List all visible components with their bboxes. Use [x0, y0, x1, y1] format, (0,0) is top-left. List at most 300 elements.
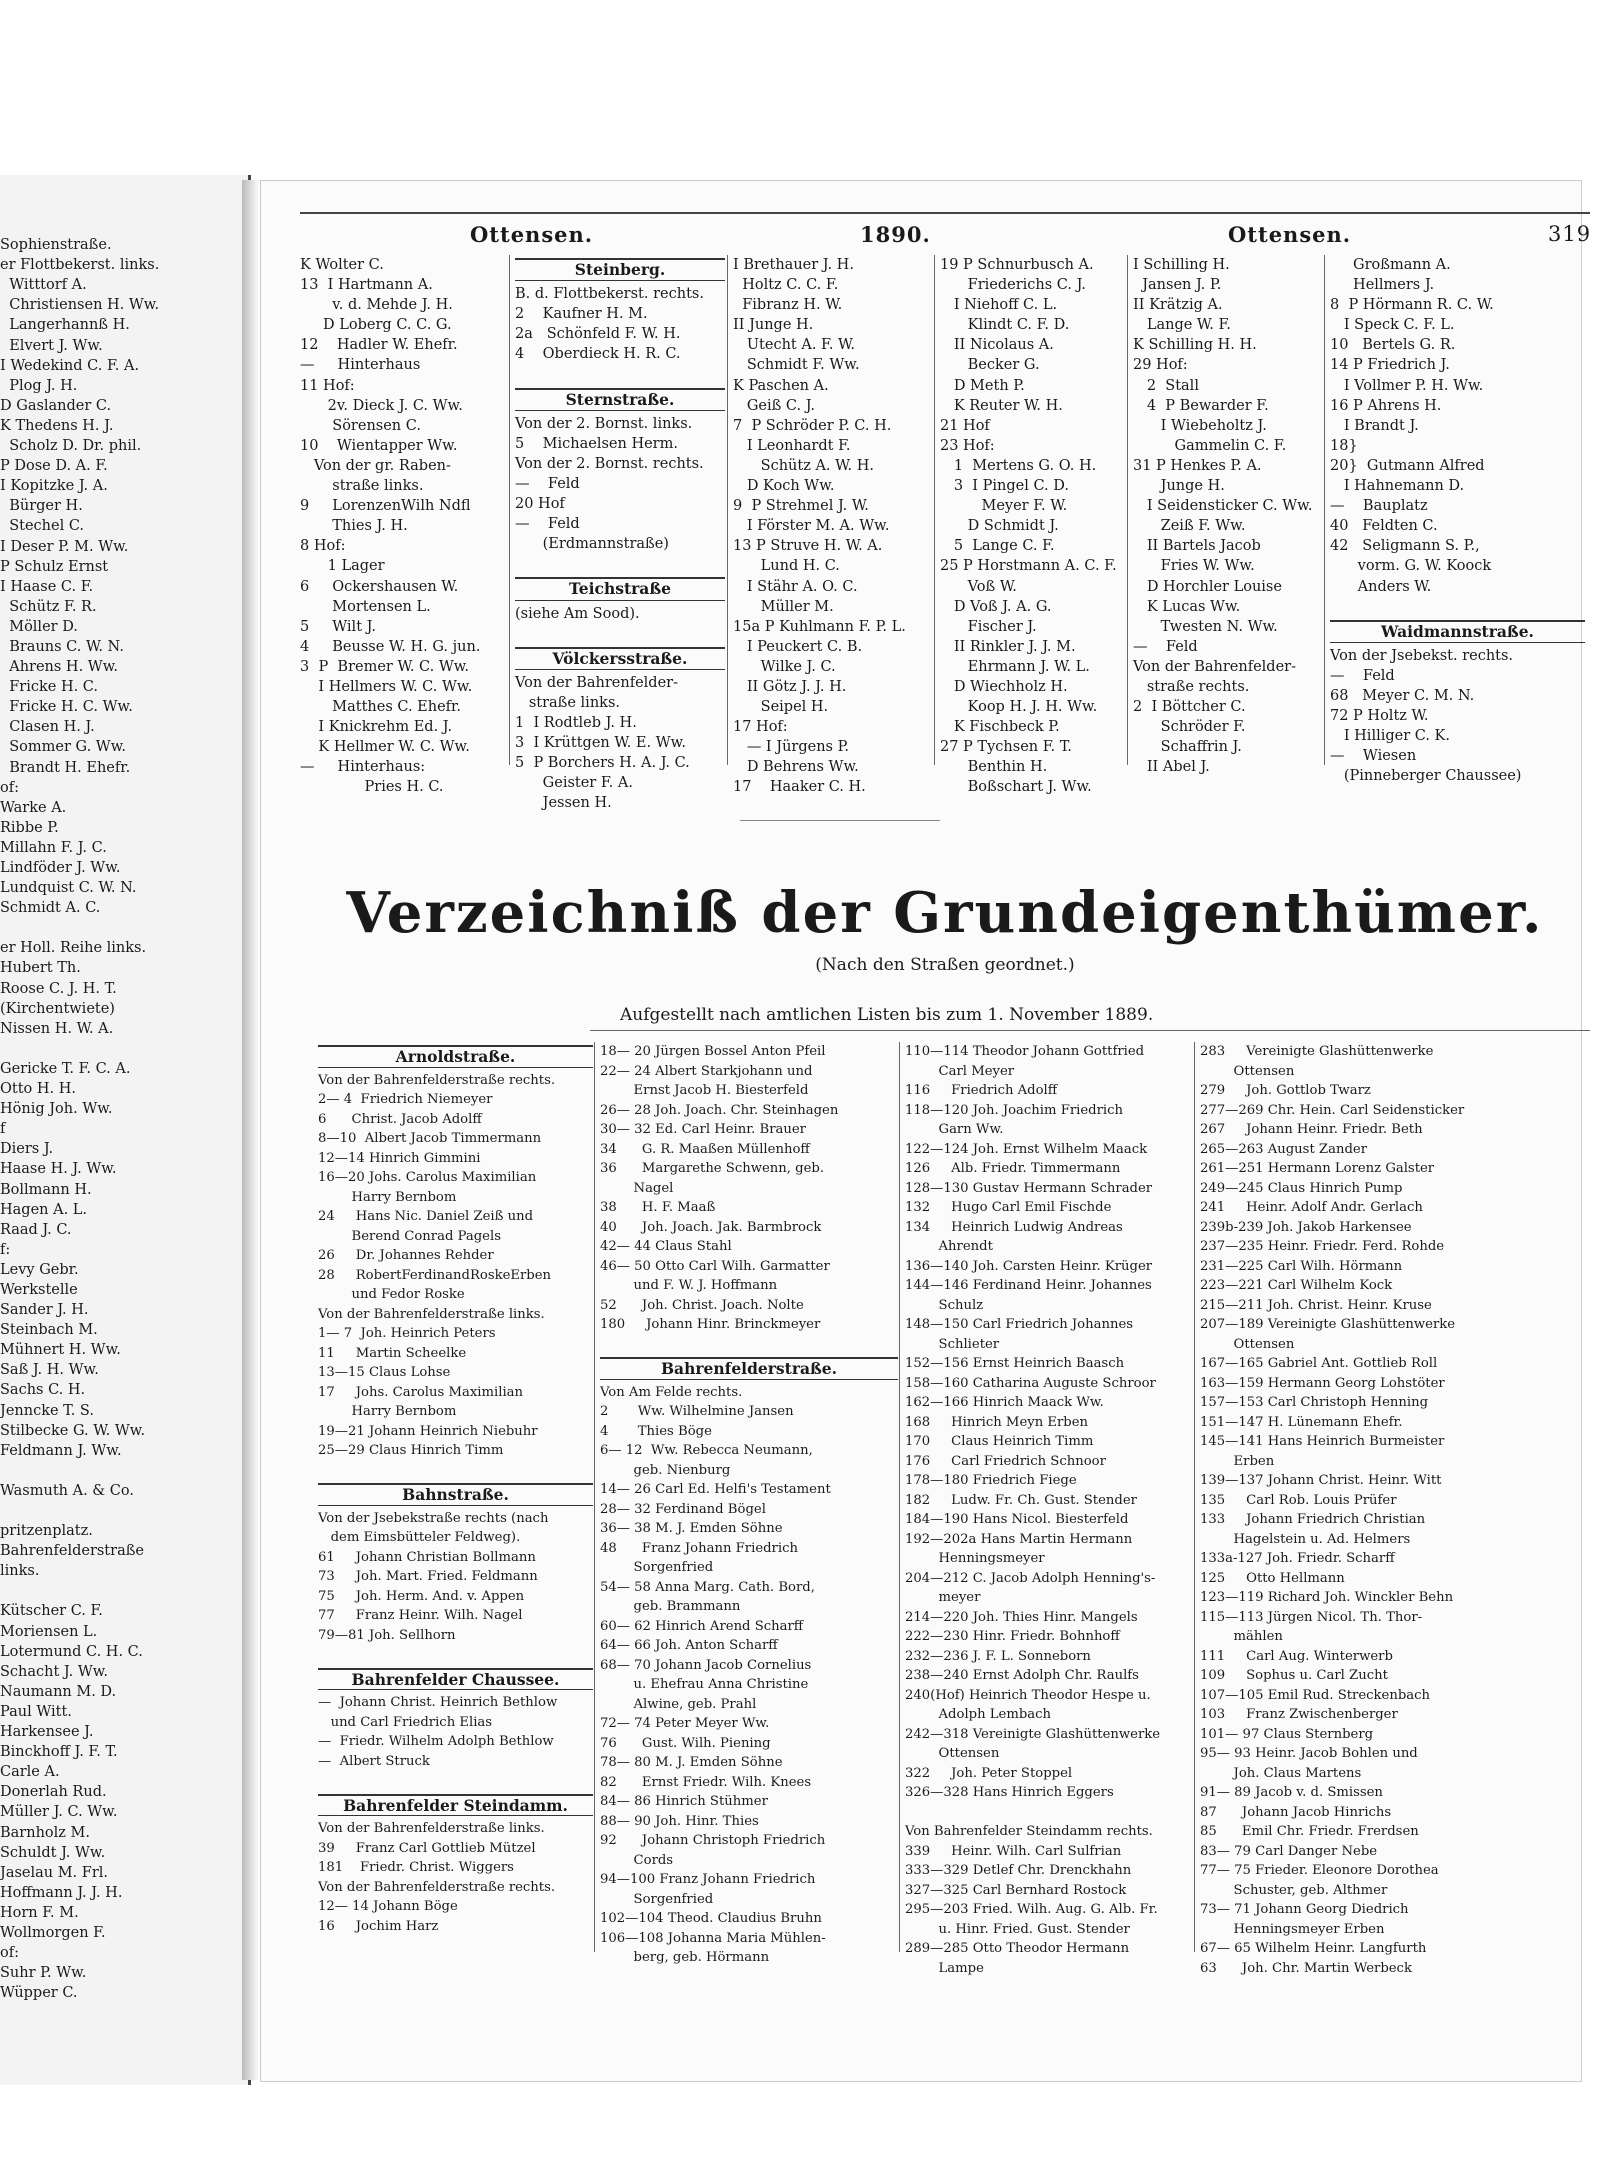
- entry-line: 85 Emil Chr. Friedr. Frerdsen: [1200, 1824, 1419, 1839]
- entry-line: 223—221 Carl Wilhelm Kock: [1200, 1278, 1393, 1293]
- entry-line: 13 I Hartmann A.: [300, 277, 433, 294]
- entry-line: 157—153 Carl Christoph Henning: [1200, 1395, 1429, 1410]
- entry-line: 25 P Horstmann A. C. F.: [940, 558, 1117, 575]
- entry-line: und Carl Friedrich Elias: [318, 1714, 493, 1730]
- entry-line: 73 Joh. Mart. Fried. Feldmann: [318, 1569, 538, 1584]
- entry-line: Utecht A. F. W.: [733, 337, 856, 354]
- entry-line: Brauns C. W. N.: [0, 638, 124, 655]
- entry-line: Plog J. H.: [0, 377, 78, 394]
- entry-line: Holtz C. C. F.: [733, 277, 839, 294]
- entry-line: [0, 215, 240, 235]
- entry-line: 16—20 Johs. Carolus Maximilian: [318, 1170, 537, 1185]
- entry-line: Von der gr. Raben-: [300, 457, 451, 474]
- entry-line: D Behrens Ww.: [733, 759, 859, 776]
- entry-line: 110—114 Theodor Johann Gottfried: [905, 1044, 1145, 1059]
- entry-line: 148—150 Carl Friedrich Johannes: [905, 1317, 1134, 1332]
- entry-line: Sommer G. Ww.: [0, 739, 126, 756]
- entry-line: 92 Johann Christoph Friedrich: [600, 1833, 826, 1848]
- entry-line: 163—159 Hermann Georg Lohstöter: [1200, 1375, 1445, 1391]
- entry-line: Nagel: [600, 1180, 674, 1196]
- entry-line: Becker G.: [940, 357, 1040, 374]
- entry-line: 95— 93 Heinr. Jacob Bohlen und: [1200, 1746, 1418, 1761]
- entry-line: Haase H. J. Ww.: [0, 1161, 117, 1178]
- entry-line: 2 Stall: [1133, 377, 1199, 394]
- entry-line: 54— 58 Anna Marg. Cath. Bord,: [600, 1579, 815, 1595]
- entry-line: 139—137 Johann Christ. Heinr. Witt: [1200, 1473, 1442, 1488]
- entry-line: 6 Ockershausen W.: [300, 578, 459, 595]
- entry-line: Jenncke T. S.: [0, 1402, 94, 1419]
- section-divider: [740, 820, 940, 821]
- entry-line: Klindt C. F. D.: [940, 317, 1070, 334]
- entry-line: Saß J. H. Ww.: [0, 1362, 99, 1379]
- entry-line: Wilke J. C.: [733, 658, 836, 675]
- entry-line: vorm. G. W. Koock: [1330, 558, 1492, 575]
- entry-line: 181 Friedr. Christ. Wiggers: [318, 1860, 514, 1875]
- entry-line: 1 Lager: [300, 558, 385, 575]
- entry-line: 36— 38 M. J. Emden Söhne: [600, 1521, 783, 1536]
- entry-line: Schulz: [905, 1297, 984, 1313]
- entry-line: Von Am Felde rechts.: [600, 1384, 743, 1400]
- entry-line: 1 I Rodtleb J. H.: [515, 714, 637, 731]
- entry-line: Bollmann H.: [0, 1181, 92, 1198]
- entry-line: Cords: [600, 1852, 674, 1868]
- entry-line: Bahrenfelderstraße: [0, 1543, 144, 1560]
- entry-line: Henningsmeyer Erben: [1200, 1921, 1385, 1937]
- top-column-1: [300, 255, 505, 798]
- entry-line: berg, geb. Hörmann: [600, 1950, 770, 1965]
- entry-line: K Reuter W. H.: [940, 397, 1063, 414]
- main-title: Verzeichniß der Grundeigenthümer.: [346, 880, 1544, 946]
- street-heading: Bahrenfelderstraße.: [600, 1357, 898, 1380]
- entry-line: I Stähr A. O. C.: [733, 578, 858, 595]
- street-heading: Teichstraße: [515, 577, 725, 600]
- entry-line: 22— 24 Albert Starkjohann und: [600, 1063, 813, 1079]
- entry-line: Scholz D. Dr. phil.: [0, 438, 142, 455]
- entry-line: II Abel J.: [1133, 759, 1210, 776]
- entry-line: Stilbecke G. W. Ww.: [0, 1422, 146, 1439]
- street-heading: Arnoldstraße.: [318, 1045, 593, 1068]
- entry-line: Meyer F. W.: [940, 498, 1068, 515]
- entry-line: 232—236 J. F. L. Sonneborn: [905, 1648, 1091, 1664]
- entry-line: Jaselau M. Frl.: [0, 1864, 109, 1881]
- entry-line: Von der Jsebekstraße rechts (nach: [318, 1510, 549, 1526]
- entry-line: Twesten N. Ww.: [1133, 618, 1278, 635]
- entry-line: II Rinkler J. J. M.: [940, 638, 1076, 655]
- entry-line: [318, 1771, 593, 1791]
- entry-line: meyer: [905, 1590, 981, 1605]
- entry-line: 17 Hof:: [733, 719, 788, 736]
- entry-line: [318, 1461, 593, 1481]
- entry-line: Schuldt J. Ww.: [0, 1844, 106, 1861]
- running-head-right: Ottensen.: [1228, 222, 1352, 247]
- entry-line: 6 Christ. Jacob Adolff: [318, 1111, 482, 1127]
- entry-line: Hellmers J.: [1330, 277, 1435, 294]
- entry-line: pritzenplatz.: [0, 1523, 93, 1540]
- entry-line: dem Eimsbütteler Feldweg).: [318, 1530, 521, 1545]
- entry-line: Harry Bernbom: [318, 1189, 457, 1205]
- entry-line: 178—180 Friedrich Fiege: [905, 1473, 1077, 1488]
- entry-line: 5 Michaelsen Herm.: [515, 435, 678, 452]
- entry-line: 75 Joh. Herm. And. v. Appen: [318, 1588, 525, 1604]
- entry-line: 87 Johann Jacob Hinrichs: [1200, 1804, 1392, 1820]
- top-column-3: [733, 255, 933, 798]
- entry-line: [515, 624, 725, 644]
- entry-line: 168 Hinrich Meyn Erben: [905, 1414, 1089, 1430]
- entry-line: mählen: [1200, 1629, 1283, 1644]
- entry-line: Fries W. Ww.: [1133, 558, 1255, 575]
- entry-line: 2 I Böttcher C.: [1133, 699, 1246, 716]
- entry-line: Geiß C. J.: [733, 397, 816, 414]
- entry-line: Jansen J. P.: [1133, 277, 1222, 294]
- entry-line: 145—141 Hans Heinrich Burmeister: [1200, 1434, 1445, 1449]
- entry-line: 31 P Henkes P. A.: [1133, 457, 1262, 474]
- entry-line: 16 P Ahrens H.: [1330, 397, 1442, 414]
- entry-line: 67— 65 Wilhelm Heinr. Langfurth: [1200, 1941, 1427, 1956]
- entry-line: 17 Haaker C. H.: [733, 779, 866, 796]
- entry-line: Otto H. H.: [0, 1081, 76, 1098]
- entry-line: Von Bahrenfelder Steindamm rechts.: [905, 1824, 1153, 1839]
- entry-line: Kütscher C. F.: [0, 1603, 103, 1620]
- entry-line: Benthin H.: [940, 759, 1048, 776]
- entry-line: I Förster M. A. Ww.: [733, 518, 890, 535]
- column-rule: [899, 1042, 900, 1952]
- entry-line: 283 Vereinigte Glashüttenwerke: [1200, 1044, 1434, 1059]
- entry-line: P Dose D. A. F.: [0, 458, 108, 475]
- entry-line: er Holl. Reihe links.: [0, 940, 147, 957]
- book-spine: [242, 180, 260, 2080]
- entry-line: Schacht J. Ww.: [0, 1663, 109, 1680]
- entry-line: (Pinneberger Chaussee): [1330, 768, 1522, 785]
- entry-line: K Wolter C.: [300, 257, 384, 273]
- entry-line: 215—211 Joh. Christ. Heinr. Kruse: [1200, 1297, 1432, 1313]
- entry-line: 11 Hof:: [300, 377, 355, 394]
- entry-line: straße links.: [515, 694, 620, 711]
- column-rule: [1127, 255, 1128, 765]
- entry-line: 133 Johann Friedrich Christian: [1200, 1512, 1426, 1527]
- entry-line: 18— 20 Jürgen Bossel Anton Pfeil: [600, 1044, 826, 1059]
- entry-line: Lampe: [905, 1960, 984, 1976]
- entry-line: 26— 28 Joh. Joach. Chr. Steinhagen: [600, 1102, 839, 1118]
- entry-line: — Hinterhaus: [300, 357, 421, 374]
- street-heading: Bahnstraße.: [318, 1483, 593, 1506]
- entry-line: Von der Bahrenfelderstraße links.: [318, 1821, 545, 1836]
- entry-line: 267 Johann Heinr. Friedr. Beth: [1200, 1122, 1423, 1137]
- entry-line: geb. Nienburg: [600, 1462, 731, 1478]
- entry-line: Elvert J. Ww.: [0, 337, 103, 354]
- entry-line: — Feld: [1330, 667, 1395, 684]
- entry-line: Wüpper C.: [0, 1985, 78, 2002]
- entry-line: 118—120 Joh. Joachim Friedrich: [905, 1102, 1124, 1118]
- page-number: 319: [1548, 222, 1592, 246]
- entry-line: — Wiesen: [1330, 748, 1417, 765]
- entry-line: Ehrmann J. W. L.: [940, 658, 1090, 675]
- entry-line: II Krätzig A.: [1133, 297, 1223, 314]
- entry-line: 60— 62 Hinrich Arend Scharff: [600, 1618, 804, 1634]
- entry-line: I Wedekind C. F. A.: [0, 357, 140, 374]
- entry-line: Hagen A. L.: [0, 1201, 88, 1218]
- entry-line: f:: [0, 1241, 11, 1258]
- entry-line: 61 Johann Christian Bollmann: [318, 1549, 536, 1565]
- previous-page-column: [0, 215, 240, 2003]
- entry-line: P Schulz Ernst: [0, 558, 109, 575]
- entry-line: 239b-239 Joh. Jakob Harkensee: [1200, 1219, 1412, 1235]
- entry-line: 9 P Strehmel J. W.: [733, 498, 869, 515]
- entry-line: Stechel C.: [0, 518, 85, 535]
- entry-line: [515, 554, 725, 574]
- entry-line: 115—113 Jürgen Nicol. Th. Thor-: [1200, 1609, 1423, 1625]
- entry-line: 279 Joh. Gottlob Twarz: [1200, 1083, 1371, 1098]
- entry-line: 88— 90 Joh. Hinr. Thies: [600, 1813, 759, 1829]
- entry-line: 180 Johann Hinr. Brinckmeyer: [600, 1317, 821, 1332]
- entry-line: II Götz J. J. H.: [733, 678, 847, 695]
- entry-line: 132 Hugo Carl Emil Fischde: [905, 1200, 1112, 1215]
- entry-line: I Deser P. M. Ww.: [0, 538, 129, 555]
- entry-line: — Friedr. Wilhelm Adolph Bethlow: [318, 1734, 554, 1749]
- entry-line: 8 P Hörmann R. C. W.: [1330, 297, 1494, 314]
- entry-line: — Feld: [515, 475, 580, 492]
- entry-line: I Vollmer P. H. Ww.: [1330, 377, 1484, 394]
- entry-line: Fricke H. C. Ww.: [0, 699, 133, 716]
- entry-line: 192—202a Hans Martin Hermann: [905, 1531, 1133, 1547]
- entry-line: 38 H. F. Maaß: [600, 1200, 716, 1215]
- entry-line: Wasmuth A. & Co.: [0, 1482, 134, 1499]
- entry-line: I Niehoff C. L.: [940, 297, 1058, 314]
- entry-line: 79—81 Joh. Sellhorn: [318, 1627, 456, 1643]
- entry-line: Schröder F.: [1133, 719, 1246, 736]
- entry-line: Werkstelle: [0, 1281, 78, 1298]
- entry-line: 15a P Kuhlmann F. P. L.: [733, 618, 906, 635]
- entry-line: 249—245 Claus Hinrich Pump: [1200, 1180, 1403, 1196]
- entry-line: Carl Meyer: [905, 1063, 1015, 1079]
- entry-line: Raad J. C.: [0, 1221, 72, 1238]
- entry-line: 123—119 Richard Joh. Winckler Behn: [1200, 1590, 1454, 1605]
- entry-line: 326—328 Hans Hinrich Eggers: [905, 1785, 1114, 1800]
- entry-line: Warke A.: [0, 799, 67, 816]
- entry-line: Jessen H.: [515, 795, 612, 812]
- column-rule: [727, 255, 728, 765]
- entry-line: 63 Joh. Chr. Martin Werbeck: [1200, 1960, 1412, 1976]
- entry-line: [0, 1039, 240, 1059]
- entry-line: Zeiß F. Ww.: [1133, 518, 1246, 535]
- entry-line: 29 Hof:: [1133, 357, 1188, 374]
- entry-line: Boßschart J. Ww.: [940, 779, 1092, 796]
- top-column-6: [1330, 255, 1585, 786]
- entry-line: 27 P Tychsen F. T.: [940, 739, 1072, 756]
- entry-line: K Fischbeck P.: [940, 719, 1060, 736]
- entry-line: 237—235 Heinr. Friedr. Ferd. Rohde: [1200, 1239, 1445, 1254]
- entry-line: (Erdmannstraße): [515, 536, 669, 553]
- entry-line: 42 Seligmann S. P.,: [1330, 538, 1480, 555]
- entry-line: Feldmann J. Ww.: [0, 1442, 122, 1459]
- entry-line: 68 Meyer C. M. N.: [1330, 687, 1475, 704]
- entry-line: 64— 66 Joh. Anton Scharff: [600, 1638, 778, 1653]
- dateline: Aufgestellt nach amtlichen Listen bis zum 1. November 1889.: [620, 1005, 1154, 1025]
- entry-line: 42— 44 Claus Stahl: [600, 1239, 732, 1254]
- entry-line: Geister F. A.: [515, 775, 633, 792]
- running-head-year: 1890.: [860, 222, 931, 247]
- entry-line: [0, 1581, 240, 1601]
- entry-line: 122—124 Joh. Ernst Wilhelm Maack: [905, 1141, 1148, 1157]
- dateline-rule: [590, 1030, 1590, 1031]
- entry-line: (Kirchentwiete): [0, 1000, 115, 1017]
- entry-line: 126 Alb. Friedr. Timmermann: [905, 1161, 1121, 1176]
- entry-line: 94—100 Franz Johann Friedrich: [600, 1872, 816, 1887]
- entry-line: (siehe Am Sood).: [515, 605, 640, 622]
- entry-line: 4 Oberdieck H. R. C.: [515, 346, 681, 363]
- entry-line: Ottensen: [1200, 1336, 1295, 1352]
- entry-line: K Thedens H. J.: [0, 417, 114, 434]
- entry-line: K Hellmer W. C. Ww.: [300, 739, 470, 756]
- entry-line: Lundquist C. W. N.: [0, 880, 137, 897]
- entry-line: [515, 364, 725, 384]
- entry-line: Erben: [1200, 1453, 1275, 1469]
- entry-line: 77 Franz Heinr. Wilh. Nagel: [318, 1608, 523, 1623]
- entry-line: 10 Wientapper Ww.: [300, 437, 458, 454]
- entry-line: I Kopitzke J. A.: [0, 478, 108, 495]
- entry-line: Gericke T. F. C. A.: [0, 1060, 131, 1077]
- entry-line: straße links.: [300, 478, 424, 495]
- entry-line: 28— 32 Ferdinand Bögel: [600, 1501, 766, 1517]
- entry-line: 9 LorenzenWilh Ndfl: [300, 498, 471, 515]
- entry-line: 184—190 Hans Nicol. Biesterfeld: [905, 1512, 1129, 1527]
- entry-line: 72 P Holtz W.: [1330, 708, 1429, 725]
- entry-line: 2 Kaufner H. M.: [515, 306, 648, 323]
- entry-line: Sophienstraße.: [0, 237, 112, 254]
- entry-line: 23 Hof:: [940, 437, 995, 454]
- entry-line: 277—269 Chr. Hein. Carl Seidensticker: [1200, 1102, 1465, 1118]
- entry-line: 83— 79 Carl Danger Nebe: [1200, 1843, 1378, 1859]
- entry-line: 101— 97 Claus Sternberg: [1200, 1726, 1374, 1742]
- entry-line: D Wiechholz H.: [940, 678, 1068, 695]
- entry-line: 17 Johs. Carolus Maximilian: [318, 1384, 524, 1400]
- entry-line: I Schilling H.: [1133, 257, 1230, 273]
- entry-line: Anders W.: [1330, 578, 1432, 595]
- entry-line: D Voß J. A. G.: [940, 598, 1052, 615]
- entry-line: Witttorf A.: [0, 277, 87, 294]
- entry-line: Von der Bahrenfelderstraße rechts.: [318, 1072, 556, 1088]
- register-column-3: [905, 1042, 1193, 1978]
- entry-line: 77— 75 Frieder. Eleonore Dorothea: [1200, 1863, 1439, 1878]
- entry-line: Sorgenfried: [600, 1560, 714, 1575]
- entry-line: 152—156 Ernst Heinrich Baasch: [905, 1356, 1125, 1371]
- entry-line: 10 Bertels G. R.: [1330, 337, 1456, 354]
- entry-line: Alwine, geb. Prahl: [600, 1696, 757, 1712]
- entry-line: 34 G. R. Maaßen Müllenhoff: [600, 1141, 810, 1157]
- entry-line: Schmidt F. Ww.: [733, 357, 860, 374]
- entry-line: 151—147 H. Lünemann Ehefr.: [1200, 1414, 1403, 1430]
- entry-line: 242—318 Vereinigte Glashüttenwerke: [905, 1726, 1161, 1742]
- entry-line: D Horchler Louise: [1133, 578, 1282, 595]
- entry-line: 36 Margarethe Schwenn, geb.: [600, 1161, 825, 1176]
- entry-line: 11 Martin Scheelke: [318, 1345, 467, 1361]
- entry-line: 16 Jochim Harz: [318, 1918, 439, 1934]
- entry-line: Fibranz H. W.: [733, 297, 843, 314]
- entry-line: Paul Witt.: [0, 1703, 72, 1720]
- entry-line: B. d. Flottbekerst. rechts.: [515, 286, 704, 303]
- entry-line: 24 Hans Nic. Daniel Zeiß und: [318, 1209, 534, 1224]
- entry-line: Schuster, geb. Althmer: [1200, 1882, 1388, 1898]
- entry-line: Bürger H.: [0, 498, 83, 515]
- entry-line: 8—10 Albert Jacob Timmermann: [318, 1131, 542, 1146]
- entry-line: Lange W. F.: [1133, 317, 1231, 334]
- entry-line: Garn Ww.: [905, 1122, 1004, 1137]
- entry-line: I Wiebeholtz J.: [1133, 417, 1267, 434]
- entry-line: [1330, 597, 1585, 617]
- entry-line: 4 Beusse W. H. G. jun.: [300, 638, 481, 655]
- entry-line: Von der Bahrenfelderstraße rechts.: [318, 1879, 556, 1895]
- entry-line: Seipel H.: [733, 699, 829, 716]
- entry-line: 339 Heinr. Wilh. Carl Sulfrian: [905, 1843, 1122, 1859]
- entry-line: I Speck C. F. L.: [1330, 317, 1455, 334]
- entry-line: 3 I Pingel C. D.: [940, 478, 1069, 495]
- street-heading: Bahrenfelder Steindamm.: [318, 1794, 593, 1817]
- entry-line: 7 P Schröder P. C. H.: [733, 417, 892, 434]
- top-column-5: [1133, 255, 1328, 777]
- entry-line: Von der Jsebekst. rechts.: [1330, 647, 1514, 664]
- entry-line: Schütz F. R.: [0, 598, 97, 615]
- entry-line: 5 Lange C. F.: [940, 538, 1055, 555]
- entry-line: Fricke H. C.: [0, 679, 98, 696]
- entry-line: 4 Thies Böge: [600, 1423, 712, 1439]
- entry-line: 39 Franz Carl Gottlieb Mützel: [318, 1840, 536, 1856]
- entry-line: Harkensee J.: [0, 1724, 94, 1741]
- entry-line: Friederichs C. J.: [940, 277, 1086, 294]
- entry-line: 116 Friedrich Adolff: [905, 1083, 1058, 1098]
- entry-line: K Lucas Ww.: [1133, 598, 1241, 615]
- entry-line: u. Ehefrau Anna Christine: [600, 1677, 809, 1692]
- entry-line: geb. Brammann: [600, 1599, 741, 1614]
- entry-line: [905, 1803, 1193, 1823]
- entry-line: Naumann M. D.: [0, 1683, 117, 1700]
- entry-line: Hoffmann J. J. H.: [0, 1884, 123, 1901]
- entry-line: 204—212 C. Jacob Adolph Henning's-: [905, 1570, 1156, 1586]
- entry-line: 13 P Struve H. W. A.: [733, 538, 883, 555]
- entry-line: Berend Conrad Pagels: [318, 1228, 501, 1244]
- entry-line: 176 Carl Friedrich Schnoor: [905, 1453, 1106, 1469]
- entry-line: Fischer J.: [940, 618, 1037, 635]
- entry-line: Moriensen L.: [0, 1623, 98, 1640]
- top-column-2: [515, 255, 725, 813]
- entry-line: Diers J.: [0, 1141, 54, 1158]
- entry-line: Lund H. C.: [733, 558, 840, 575]
- entry-line: 128—130 Gustav Hermann Schrader: [905, 1180, 1153, 1196]
- entry-line: 91— 89 Jacob v. d. Smissen: [1200, 1785, 1383, 1800]
- header-rule: [300, 212, 1590, 214]
- entry-line: Ottensen: [1200, 1063, 1295, 1079]
- entry-line: [0, 918, 240, 938]
- entry-line: Müller J. C. Ww.: [0, 1804, 118, 1821]
- entry-line: I Brandt J.: [1330, 417, 1419, 434]
- entry-line: 231—225 Carl Wilh. Hörmann: [1200, 1258, 1403, 1274]
- entry-line: 12—14 Hinrich Gimmini: [318, 1150, 481, 1166]
- entry-line: Ernst Jacob H. Biesterfeld: [600, 1083, 809, 1098]
- entry-line: 134 Heinrich Ludwig Andreas: [905, 1219, 1123, 1235]
- entry-line: 111 Carl Aug. Winterwerb: [1200, 1648, 1393, 1664]
- entry-line: 3 P Bremer W. C. Ww.: [300, 658, 470, 675]
- entry-line: — Feld: [1133, 638, 1198, 655]
- register-column-1: [318, 1042, 593, 1936]
- entry-line: I Peuckert C. B.: [733, 638, 863, 655]
- entry-line: Schmidt A. C.: [0, 900, 101, 917]
- column-rule: [1194, 1042, 1195, 1952]
- column-rule: [594, 1042, 595, 1952]
- entry-line: Mühnert H. Ww.: [0, 1342, 121, 1359]
- register-column-2: [600, 1042, 898, 1968]
- entry-line: Voß W.: [940, 578, 1017, 595]
- entry-line: Horn F. M.: [0, 1904, 79, 1921]
- entry-line: 2 Ww. Wilhelmine Jansen: [600, 1404, 794, 1419]
- entry-line: 135 Carl Rob. Louis Prüfer: [1200, 1492, 1397, 1508]
